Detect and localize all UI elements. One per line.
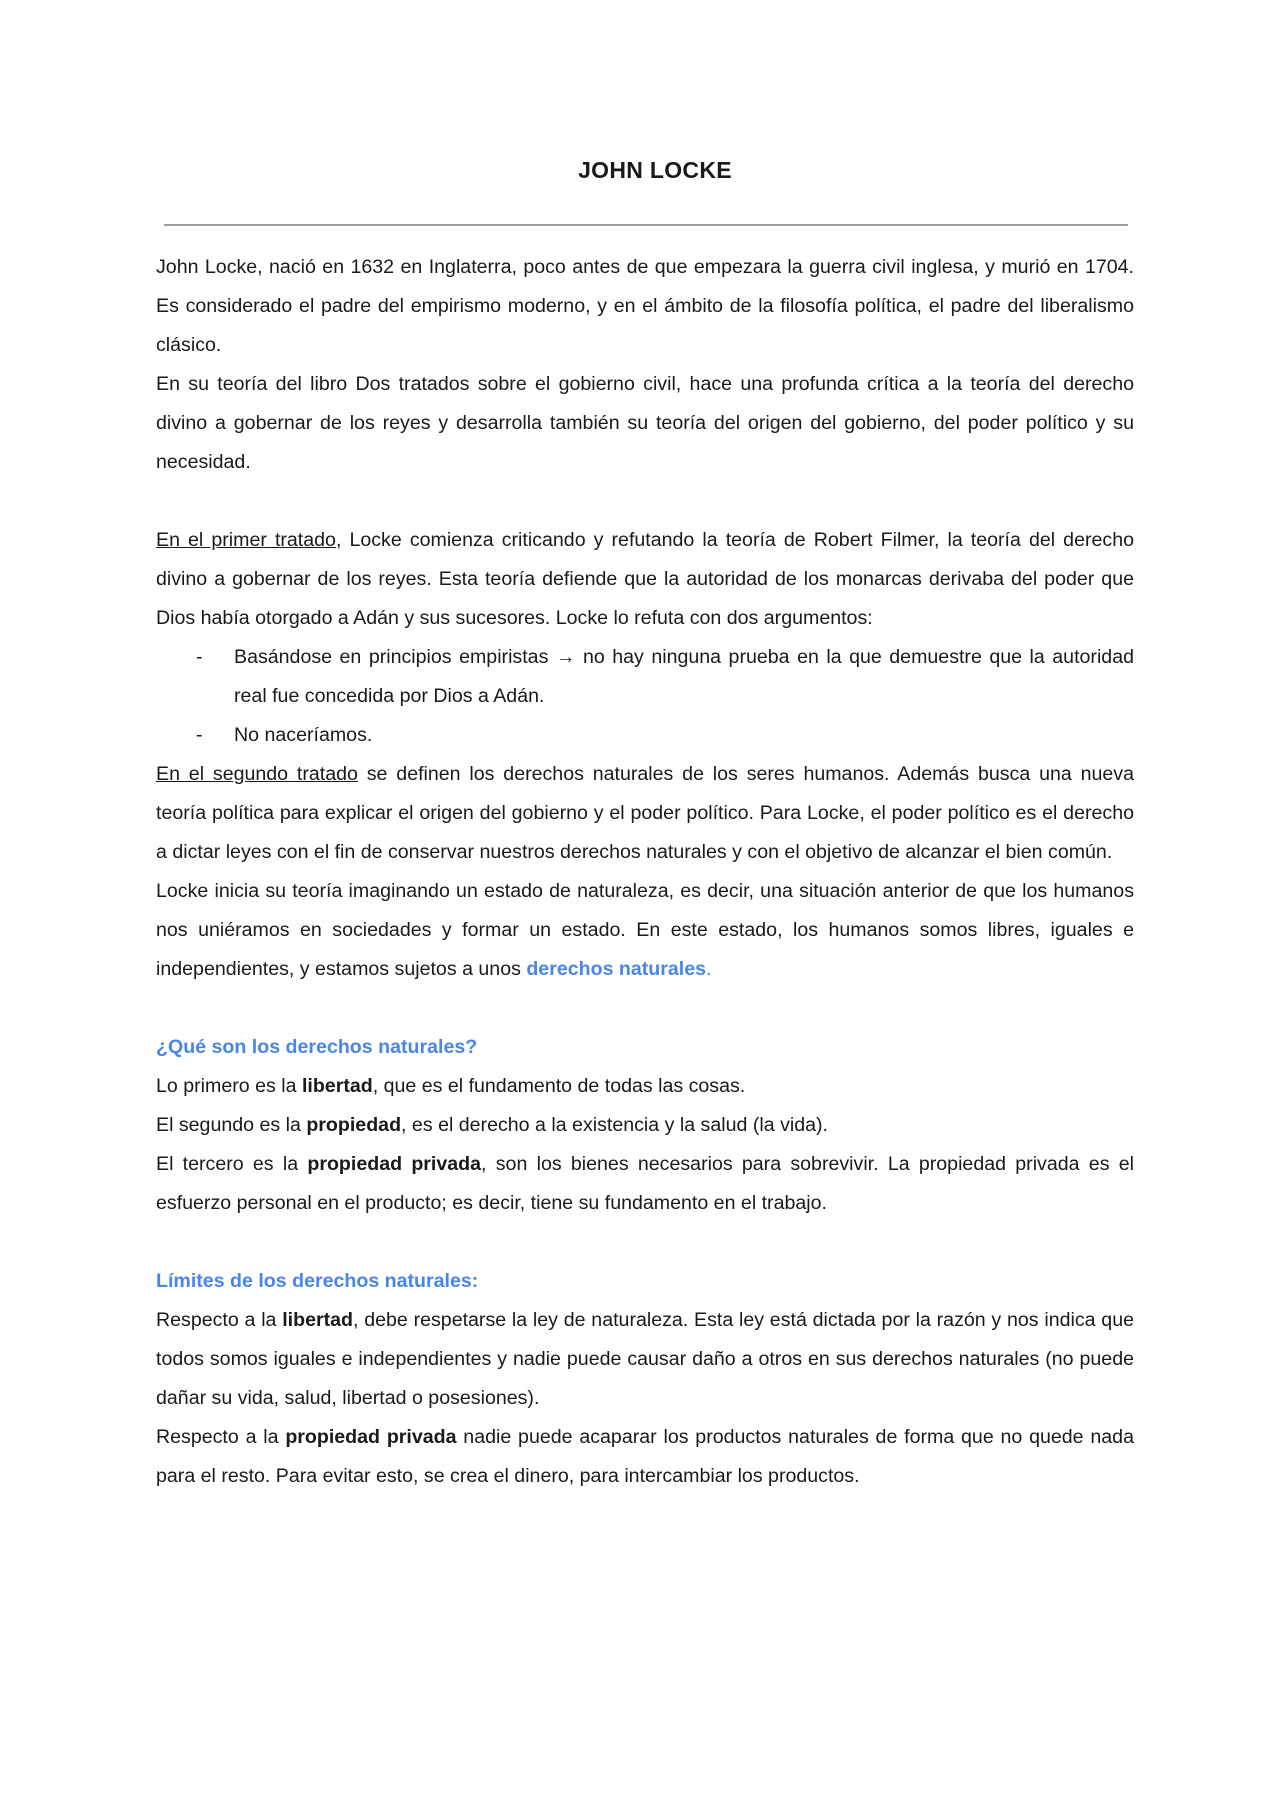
text-run: , debe respetarse la ley de naturaleza. Esta ley está dictada por la razón y nos indica que todos somos iguales e independientes y nadie puede causar daño a otros en sus derechos naturales (no puede dañar su vida, salud, libertad o posesiones). xyxy=(156,1309,1135,1409)
title-divider xyxy=(164,224,1128,226)
list-item xyxy=(196,716,1134,755)
paragraph-gap xyxy=(156,989,1134,1028)
text-run: , que es el fundamento de todas las cosas. xyxy=(372,1075,746,1097)
list-item xyxy=(196,638,1134,716)
list-item-text: Basándose en principios empiristas → no hay ninguna prueba en la que demuestre que la autoridad real fue concedida por Dios a Adán. xyxy=(234,646,1134,707)
bold-term: libertad xyxy=(282,1309,354,1331)
bold-term: propiedad privada xyxy=(307,1153,482,1175)
dash-bullet: - xyxy=(196,724,203,746)
primer-tratado-paragraph xyxy=(156,521,1134,638)
text-run: , es el derecho a la existencia y la salud (la vida). xyxy=(401,1114,828,1136)
dash-bullet: - xyxy=(196,646,203,668)
limites-line-1 xyxy=(156,1301,1134,1418)
primer-tratado-label: En el primer tratado, xyxy=(156,529,342,551)
segundo-tratado-paragraph xyxy=(156,755,1134,872)
text-run: El tercero es la xyxy=(156,1153,308,1175)
text-run: Respecto a la xyxy=(156,1309,283,1331)
estado-naturaleza-text: Locke inicia su teoría imaginando un estado de naturaleza, es decir, una situación anterior de que los humanos nos uniéramos en sociedades y formar un estado. En este estado, los humanos somos libres, iguales e independientes, y estamos sujetos a unos xyxy=(156,880,1134,980)
paragraph-gap xyxy=(156,482,1134,521)
text-run: , son los bienes necesarios para sobrevivir. La propiedad privada es el esfuerzo personal en el producto; es decir, tiene su fundamento en el trabajo. xyxy=(156,1153,1134,1214)
list-item-text: No naceríamos. xyxy=(234,724,373,746)
derechos-naturales-highlight: derechos naturales xyxy=(526,958,707,980)
segundo-tratado-text: se definen los derechos naturales de los seres humanos. Además busca una nueva teoría política para explicar el origen del gobierno y el poder político. Para Locke, el poder político es el derecho a dictar leyes con el fin de conservar nuestros derechos naturales y con el objetivo de alcanzar el bien común. xyxy=(156,763,1135,863)
intro-paragraph-2: En su teoría del libro Dos tratados sobre el gobierno civil, hace una profunda crítica a la teoría del derecho divino a gobernar de los reyes y desarrolla también su teoría del origen del gobierno, del poder político y su necesidad. xyxy=(156,373,1134,473)
argument-list xyxy=(156,638,1134,755)
intro-paragraph-1: John Locke, nació en 1632 en Inglaterra, poco antes de que empezara la guerra civil inglesa, y murió en 1704. Es considerado el padre del empirismo moderno, y en el ámbito de la filosofía política, el padre del liberalismo clásico. xyxy=(156,256,1134,356)
limites-line-2 xyxy=(156,1418,1134,1496)
bold-term: propiedad xyxy=(306,1114,402,1136)
text-run: nadie puede acaparar los productos naturales de forma que no quede nada para el resto. Para evitar esto, se crea el dinero, para intercambiar los productos. xyxy=(156,1426,1134,1487)
highlight-period: . xyxy=(706,958,712,980)
que-son-line-3 xyxy=(156,1145,1134,1223)
bold-term: propiedad privada xyxy=(285,1426,457,1448)
que-son-heading: ¿Qué son los derechos naturales? xyxy=(156,1036,478,1058)
estado-naturaleza-paragraph xyxy=(156,872,1134,989)
text-run: El segundo es la xyxy=(156,1114,307,1136)
text-run: Lo primero es la xyxy=(156,1075,302,1097)
text-run: Respecto a la xyxy=(156,1426,286,1448)
segundo-tratado-label: En el segundo tratado xyxy=(156,763,358,785)
que-son-line-1 xyxy=(156,1067,1134,1106)
bold-term: libertad xyxy=(301,1075,373,1097)
limites-heading: Límites de los derechos naturales: xyxy=(156,1270,479,1292)
que-son-line-2 xyxy=(156,1106,1134,1145)
document-body xyxy=(156,248,1134,1496)
document-title: JOHN LOCKE xyxy=(578,157,732,183)
paragraph-gap xyxy=(156,1223,1134,1262)
primer-tratado-text: Locke comienza criticando y refutando la teoría de Robert Filmer, la teoría del derecho divino a gobernar de los reyes. Esta teoría defiende que la autoridad de los monarcas derivaba del poder que Dios había otorgado a Adán y sus sucesores. Locke lo refuta con dos argumentos: xyxy=(156,529,1134,629)
